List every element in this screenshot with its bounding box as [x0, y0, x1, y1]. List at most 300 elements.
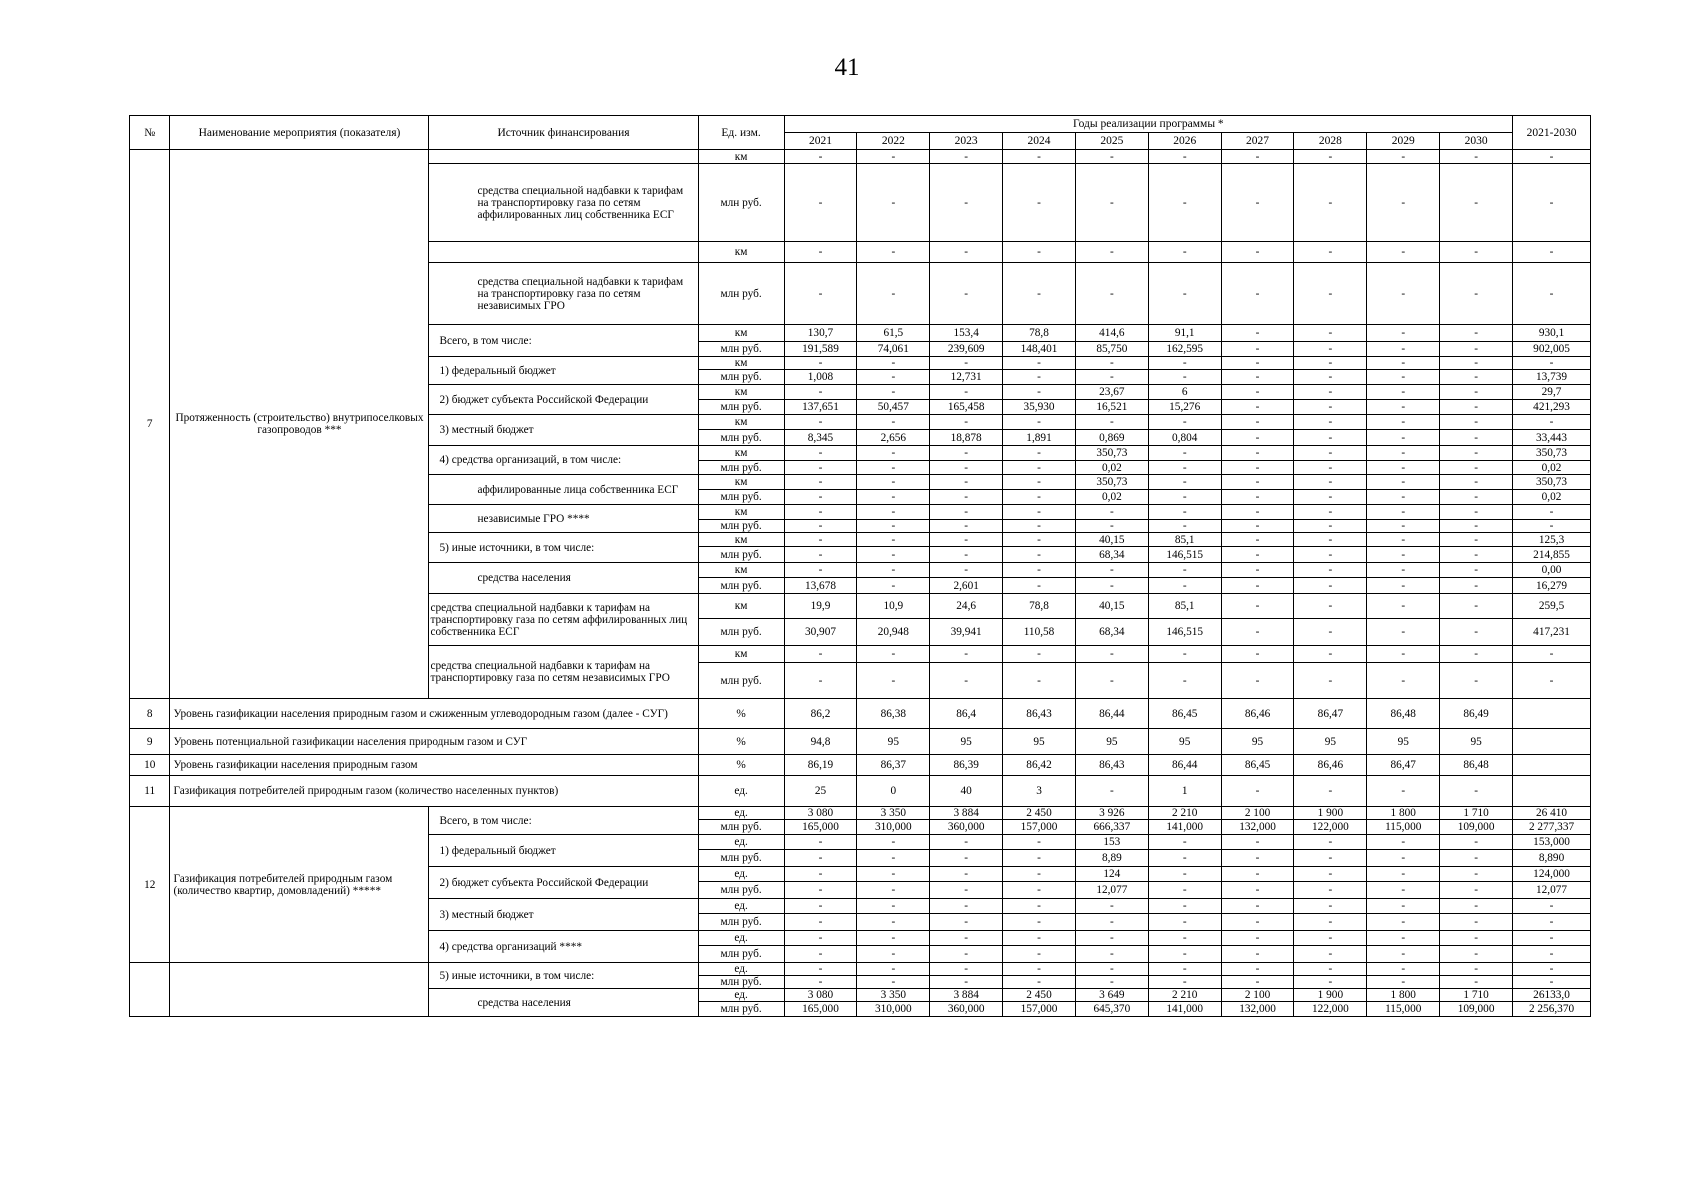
- value-cell: -: [930, 867, 1003, 882]
- value-cell: -: [1148, 882, 1221, 899]
- total-cell: -: [1513, 931, 1591, 946]
- value-cell: -: [1294, 242, 1367, 263]
- value-cell: -: [1003, 357, 1076, 370]
- value-cell: 50,457: [857, 400, 930, 415]
- value-cell: -: [1148, 475, 1221, 490]
- value-cell: -: [1075, 520, 1148, 533]
- value-cell: -: [784, 547, 857, 563]
- value-cell: -: [1440, 619, 1513, 646]
- value-cell: -: [1003, 914, 1076, 931]
- total-cell: 16,279: [1513, 578, 1591, 594]
- value-cell: -: [1367, 342, 1440, 357]
- value-cell: 115,000: [1367, 1002, 1440, 1017]
- total-cell: 0,02: [1513, 490, 1591, 505]
- source-cell: 3) местный бюджет: [429, 415, 698, 446]
- value-cell: 2 210: [1148, 989, 1221, 1002]
- total-cell: 13,739: [1513, 370, 1591, 385]
- value-cell: 24,6: [930, 594, 1003, 619]
- value-cell: 3 350: [857, 807, 930, 820]
- value-cell: 95: [1440, 729, 1513, 755]
- unit-cell: млн руб.: [698, 400, 784, 415]
- header-total: 2021-2030: [1513, 116, 1591, 150]
- value-cell: -: [1148, 835, 1221, 850]
- value-cell: -: [1294, 946, 1367, 963]
- value-cell: -: [1003, 446, 1076, 461]
- value-cell: -: [857, 357, 930, 370]
- total-cell: -: [1513, 505, 1591, 520]
- value-cell: 86,48: [1440, 755, 1513, 776]
- value-cell: -: [857, 850, 930, 867]
- value-cell: -: [1003, 882, 1076, 899]
- value-cell: 86,2: [784, 699, 857, 729]
- source-cell: [429, 242, 698, 263]
- value-cell: -: [930, 899, 1003, 914]
- value-cell: -: [1075, 646, 1148, 663]
- unit-cell: ед.: [698, 835, 784, 850]
- value-cell: -: [857, 976, 930, 989]
- value-cell: -: [1003, 505, 1076, 520]
- value-cell: 137,651: [784, 400, 857, 415]
- value-cell: 3 884: [930, 989, 1003, 1002]
- value-cell: -: [857, 475, 930, 490]
- value-cell: -: [1003, 976, 1076, 989]
- header-year: 2024: [1003, 133, 1076, 150]
- total-cell: 930,1: [1513, 325, 1591, 342]
- value-cell: 0,869: [1075, 430, 1148, 446]
- value-cell: -: [1003, 263, 1076, 325]
- total-cell: -: [1513, 946, 1591, 963]
- header-year: 2025: [1075, 133, 1148, 150]
- value-cell: -: [1221, 520, 1294, 533]
- value-cell: -: [1367, 776, 1440, 807]
- value-cell: -: [1221, 931, 1294, 946]
- table-row: [130, 150, 1591, 164]
- header-year: 2026: [1148, 133, 1221, 150]
- header-unit: Ед. изм.: [698, 116, 784, 150]
- value-cell: -: [1148, 164, 1221, 242]
- value-cell: -: [1367, 242, 1440, 263]
- value-cell: -: [857, 505, 930, 520]
- value-cell: -: [930, 946, 1003, 963]
- value-cell: -: [1075, 357, 1148, 370]
- value-cell: -: [857, 835, 930, 850]
- source-cell: 2) бюджет субъекта Российской Федерации: [429, 385, 698, 415]
- value-cell: -: [784, 835, 857, 850]
- value-cell: -: [784, 899, 857, 914]
- value-cell: -: [1148, 578, 1221, 594]
- value-cell: -: [857, 663, 930, 699]
- unit-cell: км: [698, 242, 784, 263]
- value-cell: 124: [1075, 867, 1148, 882]
- value-cell: 86,46: [1221, 699, 1294, 729]
- value-cell: 141,000: [1148, 1002, 1221, 1017]
- header-source: Источник финансирования: [429, 116, 698, 150]
- value-cell: -: [1294, 475, 1367, 490]
- total-cell: 29,7: [1513, 385, 1591, 400]
- indicator-name: [170, 963, 429, 1017]
- value-cell: 109,000: [1440, 820, 1513, 835]
- value-cell: -: [1221, 976, 1294, 989]
- unit-cell: км: [698, 415, 784, 430]
- value-cell: 191,589: [784, 342, 857, 357]
- value-cell: -: [930, 490, 1003, 505]
- value-cell: -: [1440, 325, 1513, 342]
- value-cell: -: [1075, 370, 1148, 385]
- header-name: Наименование мероприятия (показателя): [170, 116, 429, 150]
- value-cell: -: [784, 385, 857, 400]
- value-cell: -: [1440, 946, 1513, 963]
- header-year: 2028: [1294, 133, 1367, 150]
- value-cell: -: [1294, 776, 1367, 807]
- value-cell: 19,9: [784, 594, 857, 619]
- value-cell: 2,656: [857, 430, 930, 446]
- value-cell: -: [1221, 946, 1294, 963]
- value-cell: 162,595: [1148, 342, 1221, 357]
- value-cell: 15,276: [1148, 400, 1221, 415]
- value-cell: 6: [1148, 385, 1221, 400]
- value-cell: 1 710: [1440, 989, 1513, 1002]
- value-cell: -: [857, 563, 930, 578]
- value-cell: -: [1294, 385, 1367, 400]
- value-cell: -: [1003, 475, 1076, 490]
- value-cell: -: [1148, 370, 1221, 385]
- unit-cell: км: [698, 475, 784, 490]
- value-cell: -: [1294, 520, 1367, 533]
- value-cell: -: [1440, 976, 1513, 989]
- value-cell: 1 900: [1294, 989, 1367, 1002]
- value-cell: -: [1367, 619, 1440, 646]
- value-cell: -: [1440, 882, 1513, 899]
- value-cell: 86,42: [1003, 755, 1076, 776]
- value-cell: -: [1367, 150, 1440, 164]
- value-cell: -: [1148, 490, 1221, 505]
- value-cell: 74,061: [857, 342, 930, 357]
- value-cell: 414,6: [1075, 325, 1148, 342]
- value-cell: -: [930, 963, 1003, 976]
- value-cell: -: [1367, 533, 1440, 547]
- value-cell: -: [1440, 242, 1513, 263]
- value-cell: -: [784, 150, 857, 164]
- value-cell: -: [1148, 263, 1221, 325]
- value-cell: 239,609: [930, 342, 1003, 357]
- value-cell: 132,000: [1221, 820, 1294, 835]
- value-cell: -: [1003, 867, 1076, 882]
- value-cell: -: [1440, 963, 1513, 976]
- value-cell: -: [1367, 563, 1440, 578]
- value-cell: -: [1221, 835, 1294, 850]
- value-cell: 122,000: [1294, 820, 1367, 835]
- value-cell: 40,15: [1075, 533, 1148, 547]
- unit-cell: %: [698, 699, 784, 729]
- value-cell: -: [1367, 490, 1440, 505]
- value-cell: -: [1075, 150, 1148, 164]
- unit-cell: млн руб.: [698, 619, 784, 646]
- value-cell: -: [1367, 505, 1440, 520]
- value-cell: 86,46: [1294, 755, 1367, 776]
- value-cell: -: [1148, 415, 1221, 430]
- total-cell: 26133,0: [1513, 989, 1591, 1002]
- value-cell: 85,1: [1148, 533, 1221, 547]
- value-cell: -: [1075, 563, 1148, 578]
- total-cell: 2 256,370: [1513, 1002, 1591, 1017]
- value-cell: -: [1440, 461, 1513, 475]
- value-cell: -: [1294, 164, 1367, 242]
- value-cell: 86,44: [1075, 699, 1148, 729]
- value-cell: 165,000: [784, 820, 857, 835]
- value-cell: -: [930, 461, 1003, 475]
- value-cell: -: [784, 490, 857, 505]
- value-cell: 12,077: [1075, 882, 1148, 899]
- value-cell: -: [1294, 490, 1367, 505]
- value-cell: -: [857, 490, 930, 505]
- value-cell: -: [857, 263, 930, 325]
- value-cell: 91,1: [1148, 325, 1221, 342]
- unit-cell: млн руб.: [698, 820, 784, 835]
- unit-cell: км: [698, 505, 784, 520]
- value-cell: -: [930, 835, 1003, 850]
- value-cell: -: [930, 882, 1003, 899]
- value-cell: 86,49: [1440, 699, 1513, 729]
- value-cell: -: [1003, 931, 1076, 946]
- unit-cell: км: [698, 594, 784, 619]
- value-cell: -: [1440, 446, 1513, 461]
- value-cell: -: [1148, 946, 1221, 963]
- unit-cell: ед.: [698, 931, 784, 946]
- value-cell: -: [1367, 946, 1440, 963]
- value-cell: 310,000: [857, 820, 930, 835]
- unit-cell: млн руб.: [698, 914, 784, 931]
- value-cell: -: [1221, 563, 1294, 578]
- value-cell: -: [1221, 899, 1294, 914]
- header-year: 2021: [784, 133, 857, 150]
- value-cell: 68,34: [1075, 547, 1148, 563]
- table-row: [130, 699, 1591, 729]
- value-cell: 122,000: [1294, 1002, 1367, 1017]
- value-cell: -: [1440, 867, 1513, 882]
- value-cell: 86,45: [1221, 755, 1294, 776]
- value-cell: -: [857, 461, 930, 475]
- unit-cell: млн руб.: [698, 490, 784, 505]
- value-cell: -: [857, 867, 930, 882]
- value-cell: -: [1075, 663, 1148, 699]
- value-cell: -: [1367, 835, 1440, 850]
- source-cell: средства специальной надбавки к тарифам на транспортировку газа по сетям аффилированных лиц собственника ЕСГ: [429, 164, 698, 242]
- unit-cell: млн руб.: [698, 430, 784, 446]
- value-cell: -: [784, 446, 857, 461]
- value-cell: -: [1221, 594, 1294, 619]
- value-cell: -: [784, 475, 857, 490]
- total-cell: -: [1513, 914, 1591, 931]
- header-years-group: Годы реализации программы *: [784, 116, 1513, 133]
- value-cell: -: [1003, 520, 1076, 533]
- value-cell: -: [1367, 578, 1440, 594]
- value-cell: -: [1367, 931, 1440, 946]
- value-cell: -: [857, 646, 930, 663]
- total-cell: [1513, 776, 1591, 807]
- value-cell: -: [1003, 490, 1076, 505]
- value-cell: 25: [784, 776, 857, 807]
- value-cell: 68,34: [1075, 619, 1148, 646]
- value-cell: -: [1367, 976, 1440, 989]
- value-cell: -: [1294, 461, 1367, 475]
- value-cell: -: [1367, 663, 1440, 699]
- value-cell: -: [930, 563, 1003, 578]
- value-cell: 310,000: [857, 1002, 930, 1017]
- value-cell: -: [784, 563, 857, 578]
- value-cell: -: [1003, 370, 1076, 385]
- total-cell: -: [1513, 242, 1591, 263]
- value-cell: -: [1367, 430, 1440, 446]
- value-cell: 8,345: [784, 430, 857, 446]
- unit-cell: млн руб.: [698, 370, 784, 385]
- unit-cell: ед.: [698, 989, 784, 1002]
- row-number: 10: [130, 755, 170, 776]
- value-cell: 40: [930, 776, 1003, 807]
- row-number: 12: [130, 807, 170, 963]
- value-cell: -: [1367, 520, 1440, 533]
- unit-cell: ед.: [698, 776, 784, 807]
- value-cell: -: [1440, 263, 1513, 325]
- value-cell: -: [1221, 385, 1294, 400]
- value-cell: 86,43: [1003, 699, 1076, 729]
- value-cell: 40,15: [1075, 594, 1148, 619]
- value-cell: -: [1148, 914, 1221, 931]
- value-cell: -: [1003, 835, 1076, 850]
- value-cell: 1,008: [784, 370, 857, 385]
- value-cell: -: [1367, 850, 1440, 867]
- value-cell: 0: [857, 776, 930, 807]
- value-cell: -: [1294, 663, 1367, 699]
- total-cell: 0,02: [1513, 461, 1591, 475]
- value-cell: -: [1367, 963, 1440, 976]
- value-cell: -: [1367, 461, 1440, 475]
- header-num: №: [130, 116, 170, 150]
- value-cell: 86,38: [857, 699, 930, 729]
- value-cell: -: [784, 533, 857, 547]
- value-cell: 2 100: [1221, 989, 1294, 1002]
- value-cell: -: [1440, 578, 1513, 594]
- total-cell: [1513, 699, 1591, 729]
- value-cell: -: [930, 646, 1003, 663]
- total-cell: 421,293: [1513, 400, 1591, 415]
- page-number: 41: [834, 54, 860, 81]
- value-cell: -: [784, 663, 857, 699]
- value-cell: -: [1367, 325, 1440, 342]
- value-cell: -: [930, 446, 1003, 461]
- value-cell: -: [1221, 547, 1294, 563]
- value-cell: 2 210: [1148, 807, 1221, 820]
- value-cell: -: [1294, 563, 1367, 578]
- value-cell: 86,37: [857, 755, 930, 776]
- value-cell: -: [784, 520, 857, 533]
- value-cell: 35,930: [1003, 400, 1076, 415]
- value-cell: -: [784, 164, 857, 242]
- unit-cell: км: [698, 385, 784, 400]
- indicator-name: Газификация потребителей природным газом (количество квартир, домовладений) *****: [170, 807, 429, 963]
- source-cell: [429, 150, 698, 164]
- value-cell: -: [1221, 963, 1294, 976]
- value-cell: 130,7: [784, 325, 857, 342]
- value-cell: -: [930, 415, 1003, 430]
- value-cell: -: [1367, 370, 1440, 385]
- value-cell: -: [1221, 150, 1294, 164]
- value-cell: -: [1294, 976, 1367, 989]
- unit-cell: млн руб.: [698, 976, 784, 989]
- unit-cell: млн руб.: [698, 520, 784, 533]
- value-cell: 86,44: [1148, 755, 1221, 776]
- value-cell: -: [1367, 385, 1440, 400]
- value-cell: -: [1003, 899, 1076, 914]
- value-cell: -: [1221, 914, 1294, 931]
- total-cell: 417,231: [1513, 619, 1591, 646]
- value-cell: -: [1294, 533, 1367, 547]
- total-cell: 8,890: [1513, 850, 1591, 867]
- value-cell: -: [1075, 976, 1148, 989]
- value-cell: -: [1294, 578, 1367, 594]
- value-cell: -: [784, 505, 857, 520]
- value-cell: -: [1075, 963, 1148, 976]
- total-cell: 214,855: [1513, 547, 1591, 563]
- value-cell: 1 710: [1440, 807, 1513, 820]
- unit-cell: ед.: [698, 807, 784, 820]
- source-cell: средства специальной надбавки к тарифам на транспортировку газа по сетям независимых ГРО: [429, 263, 698, 325]
- row-number: 7: [130, 150, 170, 699]
- value-cell: -: [1003, 164, 1076, 242]
- total-cell: -: [1513, 520, 1591, 533]
- value-cell: -: [1221, 619, 1294, 646]
- value-cell: -: [857, 150, 930, 164]
- value-cell: -: [1221, 578, 1294, 594]
- value-cell: -: [1294, 446, 1367, 461]
- source-cell: средства специальной надбавки к тарифам на транспортировку газа по сетям аффилированных лиц собственника ЕСГ: [429, 594, 698, 646]
- value-cell: -: [1294, 150, 1367, 164]
- value-cell: 0,804: [1148, 430, 1221, 446]
- value-cell: -: [1221, 325, 1294, 342]
- total-cell: -: [1513, 899, 1591, 914]
- value-cell: 2 450: [1003, 807, 1076, 820]
- value-cell: 1 900: [1294, 807, 1367, 820]
- header-year: 2030: [1440, 133, 1513, 150]
- value-cell: 86,48: [1367, 699, 1440, 729]
- unit-cell: %: [698, 755, 784, 776]
- budget-table: [129, 115, 1591, 1017]
- value-cell: -: [1367, 357, 1440, 370]
- value-cell: -: [1440, 505, 1513, 520]
- value-cell: -: [857, 533, 930, 547]
- value-cell: -: [1367, 914, 1440, 931]
- value-cell: 86,4: [930, 699, 1003, 729]
- value-cell: -: [1003, 461, 1076, 475]
- value-cell: -: [930, 385, 1003, 400]
- unit-cell: ед.: [698, 899, 784, 914]
- header-year: 2022: [857, 133, 930, 150]
- value-cell: -: [1075, 914, 1148, 931]
- value-cell: -: [857, 242, 930, 263]
- value-cell: -: [1294, 931, 1367, 946]
- value-cell: -: [1221, 882, 1294, 899]
- value-cell: -: [1221, 370, 1294, 385]
- value-cell: 85,750: [1075, 342, 1148, 357]
- value-cell: 20,948: [857, 619, 930, 646]
- total-cell: -: [1513, 963, 1591, 976]
- value-cell: -: [1294, 400, 1367, 415]
- value-cell: -: [857, 164, 930, 242]
- value-cell: -: [784, 357, 857, 370]
- value-cell: -: [930, 150, 1003, 164]
- value-cell: 3 350: [857, 989, 930, 1002]
- total-cell: [1513, 729, 1591, 755]
- value-cell: -: [1294, 835, 1367, 850]
